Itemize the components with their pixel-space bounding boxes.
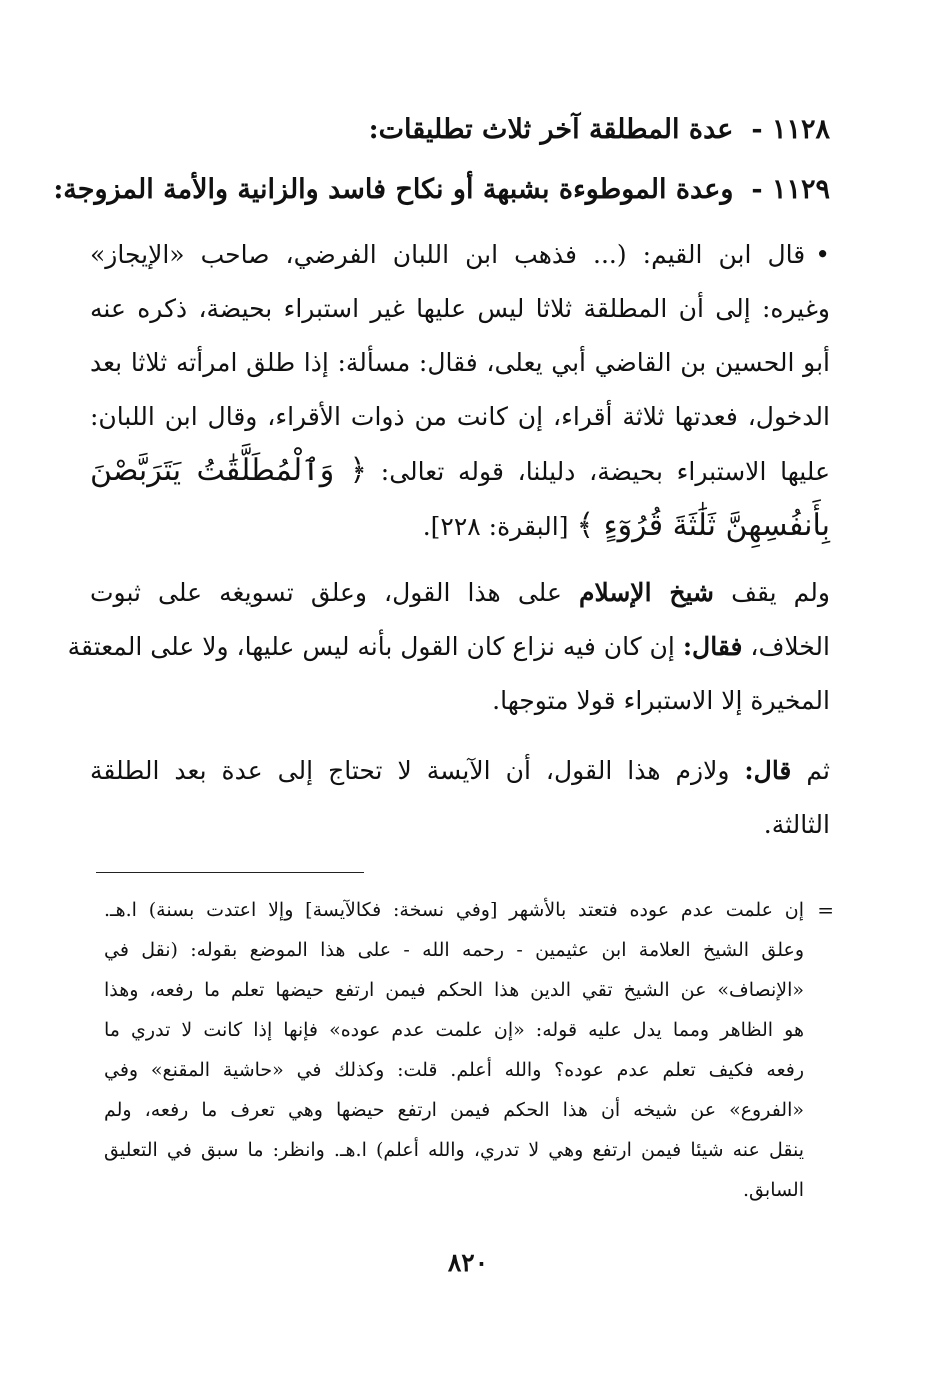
- paragraph-line: الثالثة.: [763, 810, 830, 839]
- section-title: وعدة الموطوءة بشبهة أو نكاح فاسد والزانية والأمة المزوجة:: [53, 174, 734, 205]
- bold-said: قال:: [744, 756, 792, 785]
- conclusion-paragraph: [90, 744, 830, 852]
- footnote-line: السابق.: [743, 1179, 804, 1201]
- quote-line: أبو الحسين بن القاضي أبي يعلى، فقال: مسألة: إذا طلق امرأته ثلاثا بعد: [90, 348, 830, 377]
- paragraph-line: ثم قال: ولازم هذا القول، أن الآيسة لا تحتاج إلى عدة بعد الطلقة: [90, 756, 831, 785]
- section-number: ١١٢٨ -: [751, 114, 830, 145]
- page-body: [53, 100, 831, 852]
- section-number: ١١٢٩ -: [751, 174, 830, 205]
- footnote-divider: [96, 872, 364, 873]
- footnote-line: ينقل عنه شيئا فيمن ارتفع وهي لا تدري، والله أعلم) ا.هـ. وانظر: ما سبق في التعليق: [104, 1139, 804, 1161]
- footnote-line: وعلق الشيخ العلامة ابن عثيمين - رحمه الله - على هذا الموضع بقوله: (نقل في: [104, 939, 804, 961]
- quote-line: وغيره: إلى أن المطلقة ثلاثا ليس عليها غير استبراء بحيضة، ذكره عنه: [90, 294, 830, 323]
- footnote-line: «الفروع» عن شيخه أن هذا الحكم فيمن ارتفع حيضها وهي تعرف ما رفعه، ولم: [104, 1099, 804, 1121]
- verse-citation: [البقرة: ٢٢٨].: [422, 512, 569, 541]
- footnote-line: إن علمت عدم عوده فتعتد بالأشهر [وفي نسخة: فكالآيسة] وإلا اعتدت بسنة) ا.هـ.: [104, 899, 804, 921]
- section-heading-1129: [53, 160, 830, 220]
- bullet-icon: •: [815, 240, 830, 269]
- footnote-continuation-mark: =: [817, 898, 834, 922]
- footnote: [104, 890, 834, 1210]
- quote-line: •قال ابن القيم: (... فذهب ابن اللبان الفرضي، صاحب «الإيجاز»: [90, 240, 830, 269]
- bold-name: شيخ الإسلام: [578, 578, 714, 607]
- footnote-line: رفعه فكيف تعلم عدم عوده؟ والله أعلم. قلت: وكذلك في «حاشية المقنع» وفي: [104, 1059, 804, 1081]
- quran-verse: ﴿ وَٱلْمُطَلَّقَٰتُ يَتَرَبَّصْنَ: [90, 453, 368, 488]
- section-title: عدة المطلقة آخر ثلاث تطليقات:: [368, 114, 734, 145]
- section-heading-1128: [90, 100, 830, 160]
- paragraph-line: المخيرة إلا الاستبراء قولا متوجها.: [492, 686, 830, 715]
- quran-verse: بِأَنفُسِهِنَّ ثَلَٰثَةَ قُرُوٓءٍ ﴾: [576, 508, 830, 543]
- paragraph-line: ولم يقف شيخ الإسلام على هذا القول، وعلق تسويغه على ثبوت: [90, 578, 830, 607]
- page-number: ٨٢٠: [447, 1248, 489, 1277]
- paragraph-line: الخلاف، فقال: إن كان فيه نزاع كان القول بأنه ليس عليها، ولا على المعتقة: [67, 632, 830, 661]
- quote-line: الدخول، فعدتها ثلاثة أقراء، إن كانت من ذوات الأقراء، وقال ابن اللبان:: [90, 402, 830, 431]
- ibn-qayyim-quote: [90, 228, 830, 554]
- quote-line: عليها الاستبراء بحيضة، دليلنا، قوله تعالى: ﴿ وَٱلْمُطَلَّقَٰتُ يَتَرَبَّصْنَ: [90, 453, 830, 488]
- footnote-line: هو الظاهر ومما يدل عليه قوله: «إن علمت عدم عوده» فإنها إذا كانت لا تدري ما: [104, 1019, 804, 1041]
- quote-line: [90, 499, 830, 554]
- shaykh-al-islam-paragraph: [67, 566, 830, 728]
- bold-said: فقال:: [682, 632, 743, 661]
- footnote-line: «الإنصاف» عن الشيخ تقي الدين هذا الحكم فيمن ارتفع حيضها تعلم ما رفعه، وهذا: [104, 979, 804, 1001]
